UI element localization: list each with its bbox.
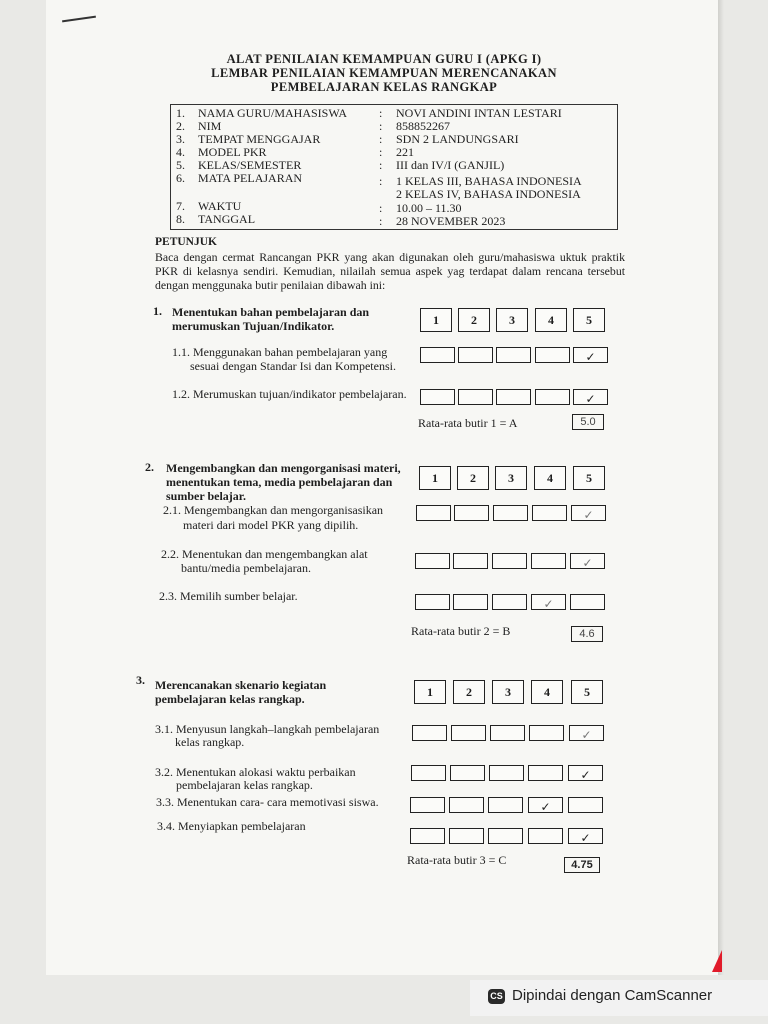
identity-label: KELAS/SEMESTER bbox=[198, 158, 302, 172]
scale-header-1: 1 bbox=[414, 680, 446, 704]
score-cell-4[interactable] bbox=[529, 725, 564, 741]
title-line-3: PEMBELAJARAN KELAS RANGKAP bbox=[270, 80, 498, 94]
criterion-text: 1.1. Menggunakan bahan pembelajaran yang bbox=[172, 345, 388, 359]
score-cell-2[interactable] bbox=[453, 553, 488, 569]
identity-label: NAMA GURU/MAHASISWA bbox=[198, 106, 348, 120]
score-cell-5[interactable] bbox=[568, 828, 603, 844]
identity-value: 28 NOVEMBER 2023 bbox=[396, 214, 506, 228]
scale-header-4: 4 bbox=[534, 466, 566, 490]
score-cell-2[interactable] bbox=[449, 797, 484, 813]
scale-header-1: 1 bbox=[419, 466, 451, 490]
check-mark-icon: ✓ bbox=[583, 508, 594, 522]
identity-colon: : bbox=[379, 214, 383, 228]
score-cell-4[interactable] bbox=[531, 553, 566, 569]
score-cell-1[interactable] bbox=[420, 389, 455, 405]
scale-header-4: 4 bbox=[531, 680, 563, 704]
red-corner-mark bbox=[712, 950, 722, 972]
score-cell-4[interactable] bbox=[531, 594, 566, 610]
criterion-text: 3.2. Menentukan alokasi waktu perbaikan bbox=[155, 765, 356, 779]
scale-header-2: 2 bbox=[453, 680, 485, 704]
score-cell-2[interactable] bbox=[458, 389, 493, 405]
identity-colon: : bbox=[379, 132, 383, 146]
page-edge-shadow bbox=[718, 0, 724, 975]
score-cell-2[interactable] bbox=[454, 505, 489, 521]
criterion-text: sesuai dengan Standar Isi dan Kompetensi. bbox=[190, 359, 396, 373]
instructions-heading: PETUNJUK bbox=[155, 236, 217, 248]
check-mark-icon: ✓ bbox=[580, 768, 591, 782]
score-cell-2[interactable] bbox=[450, 765, 485, 781]
average-label: Rata-rata butir 2 = B bbox=[411, 624, 511, 638]
score-cell-5[interactable] bbox=[568, 797, 603, 813]
score-cell-4[interactable] bbox=[535, 347, 570, 363]
score-cell-1[interactable] bbox=[410, 797, 445, 813]
identity-colon: : bbox=[379, 106, 383, 120]
identity-no: 8. bbox=[176, 212, 185, 226]
scale-header-3: 3 bbox=[495, 466, 527, 490]
score-cell-3[interactable] bbox=[496, 347, 531, 363]
scale-header-4: 4 bbox=[535, 308, 567, 332]
section-title-line: Mengembangkan dan mengorganisasi materi, bbox=[166, 461, 401, 475]
scale-header-5: 5 bbox=[573, 466, 605, 490]
scale-header-3: 3 bbox=[496, 308, 528, 332]
title-line-1: ALAT PENILAIAN KEMAMPUAN GURU I (APKG I) bbox=[226, 52, 542, 66]
score-cell-3[interactable] bbox=[493, 505, 528, 521]
check-mark-icon: ✓ bbox=[585, 392, 596, 406]
identity-colon: : bbox=[379, 174, 383, 188]
score-cell-1[interactable] bbox=[415, 594, 450, 610]
identity-label: NIM bbox=[198, 119, 222, 133]
identity-colon: : bbox=[379, 145, 383, 159]
section-title-line: Menentukan bahan pembelajaran dan bbox=[172, 305, 370, 319]
identity-no: 3. bbox=[176, 132, 185, 146]
identity-label: WAKTU bbox=[198, 199, 242, 213]
check-mark-icon: ✓ bbox=[540, 800, 551, 814]
criterion-text: kelas rangkap. bbox=[175, 735, 245, 749]
score-cell-3[interactable] bbox=[492, 594, 527, 610]
identity-colon: : bbox=[379, 201, 383, 215]
score-cell-4[interactable] bbox=[528, 828, 563, 844]
scale-header-5: 5 bbox=[571, 680, 603, 704]
criterion-text: pembelajaran kelas rangkap. bbox=[176, 778, 313, 792]
scale-header-1: 1 bbox=[420, 308, 452, 332]
score-cell-2[interactable] bbox=[458, 347, 493, 363]
criterion-text: 2.2. Menentukan dan mengembangkan alat bbox=[161, 547, 368, 561]
average-value: 4.75 bbox=[564, 857, 600, 873]
identity-no: 5. bbox=[176, 158, 185, 172]
check-mark-icon: ✓ bbox=[582, 556, 593, 570]
identity-value: SDN 2 LANDUNGSARI bbox=[396, 132, 519, 146]
identity-value: 221 bbox=[396, 145, 414, 159]
identity-no: 2. bbox=[176, 119, 185, 133]
section-title-line: menentukan tema, media pembelajaran dan bbox=[166, 475, 393, 489]
identity-value: 10.00 – 11.30 bbox=[396, 201, 462, 215]
identity-value-2: 2 KELAS IV, BAHASA INDONESIA bbox=[396, 187, 581, 201]
identity-label: MODEL PKR bbox=[198, 145, 267, 159]
score-cell-3[interactable] bbox=[492, 553, 527, 569]
score-cell-1[interactable] bbox=[415, 553, 450, 569]
criterion-text: 2.1. Mengembangkan dan mengorganisasikan bbox=[163, 503, 384, 517]
average-value: 4.6 bbox=[571, 626, 603, 642]
camscanner-logo-icon: CS bbox=[488, 989, 505, 1004]
section-title-line: merumuskan Tujuan/Indikator. bbox=[172, 319, 335, 333]
criterion-text: 2.3. Memilih sumber belajar. bbox=[159, 589, 298, 603]
check-mark-icon: ✓ bbox=[585, 350, 596, 364]
identity-label: TANGGAL bbox=[198, 212, 256, 226]
check-mark-icon: ✓ bbox=[543, 597, 554, 611]
score-cell-1[interactable] bbox=[420, 347, 455, 363]
scanner-watermark-text: Dipindai dengan CamScanner bbox=[512, 987, 713, 1004]
score-cell-3[interactable] bbox=[490, 725, 525, 741]
criterion-text: 1.2. Merumuskan tujuan/indikator pembelajaran. bbox=[172, 387, 407, 401]
identity-colon: : bbox=[379, 158, 383, 172]
identity-value: III dan IV/I (GANJIL) bbox=[396, 158, 505, 172]
score-cell-3[interactable] bbox=[489, 765, 524, 781]
score-cell-3[interactable] bbox=[488, 828, 523, 844]
section-number: 2. bbox=[145, 460, 154, 474]
score-cell-1[interactable] bbox=[412, 725, 447, 741]
section-number: 3. bbox=[136, 673, 145, 687]
check-mark-icon: ✓ bbox=[580, 831, 591, 845]
identity-no: 4. bbox=[176, 145, 185, 159]
score-cell-1[interactable] bbox=[411, 765, 446, 781]
criterion-text: 3.1. Menyusun langkah–langkah pembelajaran bbox=[155, 722, 380, 736]
identity-colon: : bbox=[379, 119, 383, 133]
score-cell-5[interactable] bbox=[573, 389, 608, 405]
score-cell-2[interactable] bbox=[449, 828, 484, 844]
identity-value: NOVI ANDINI INTAN LESTARI bbox=[396, 106, 562, 120]
check-mark-icon: ✓ bbox=[581, 728, 592, 742]
identity-label: MATA PELAJARAN bbox=[198, 171, 303, 185]
identity-no: 7. bbox=[176, 199, 185, 213]
average-label: Rata-rata butir 3 = C bbox=[407, 853, 507, 867]
score-cell-1[interactable] bbox=[416, 505, 451, 521]
identity-value: 858852267 bbox=[396, 119, 450, 133]
criterion-text: materi dari model PKR yang dipilih. bbox=[183, 518, 359, 532]
scale-header-5: 5 bbox=[573, 308, 605, 332]
average-label: Rata-rata butir 1 = A bbox=[418, 416, 518, 430]
score-cell-4[interactable] bbox=[532, 505, 567, 521]
score-cell-4[interactable] bbox=[528, 765, 563, 781]
score-cell-5[interactable] bbox=[570, 553, 605, 569]
title-line-2: LEMBAR PENILAIAN KEMAMPUAN MERENCANAKAN bbox=[211, 66, 557, 80]
score-cell-5[interactable] bbox=[571, 505, 606, 521]
section-number: 1. bbox=[153, 304, 162, 318]
identity-no: 6. bbox=[176, 171, 185, 185]
identity-value: 1 KELAS III, BAHASA INDONESIA bbox=[396, 174, 582, 188]
scale-header-2: 2 bbox=[458, 308, 490, 332]
criterion-text: 3.3. Menentukan cara- cara memotivasi siswa. bbox=[156, 795, 379, 809]
criterion-text: bantu/media pembelajaran. bbox=[181, 561, 311, 575]
instructions-text: Baca dengan cermat Rancangan PKR yang akan digunakan oleh guru/mahasiswa uktuk praktik PKR di kelasnya sendiri. Kemudian, nilailah semua aspek yag terdapat dalam rencana tersebut dengan menggunaka butir penilaian dibawah ini: bbox=[155, 250, 625, 292]
section-title-line: Merencanakan skenario kegiatan bbox=[155, 678, 327, 692]
scale-header-2: 2 bbox=[457, 466, 489, 490]
score-cell-5[interactable] bbox=[569, 725, 604, 741]
criterion-text: 3.4. Menyiapkan pembelajaran bbox=[157, 819, 306, 833]
score-cell-3[interactable] bbox=[496, 389, 531, 405]
score-cell-1[interactable] bbox=[410, 828, 445, 844]
scale-header-3: 3 bbox=[492, 680, 524, 704]
score-cell-2[interactable] bbox=[451, 725, 486, 741]
score-cell-5[interactable] bbox=[570, 594, 605, 610]
score-cell-4[interactable] bbox=[528, 797, 563, 813]
identity-no: 1. bbox=[176, 106, 185, 120]
section-title-line: sumber belajar. bbox=[166, 489, 247, 503]
average-value: 5.0 bbox=[572, 414, 604, 430]
score-cell-5[interactable] bbox=[573, 347, 608, 363]
score-cell-3[interactable] bbox=[488, 797, 523, 813]
section-title-line: pembelajaran kelas rangkap. bbox=[155, 692, 305, 706]
score-cell-5[interactable] bbox=[568, 765, 603, 781]
identity-label: TEMPAT MENGGAJAR bbox=[198, 132, 321, 146]
score-cell-2[interactable] bbox=[453, 594, 488, 610]
score-cell-4[interactable] bbox=[535, 389, 570, 405]
